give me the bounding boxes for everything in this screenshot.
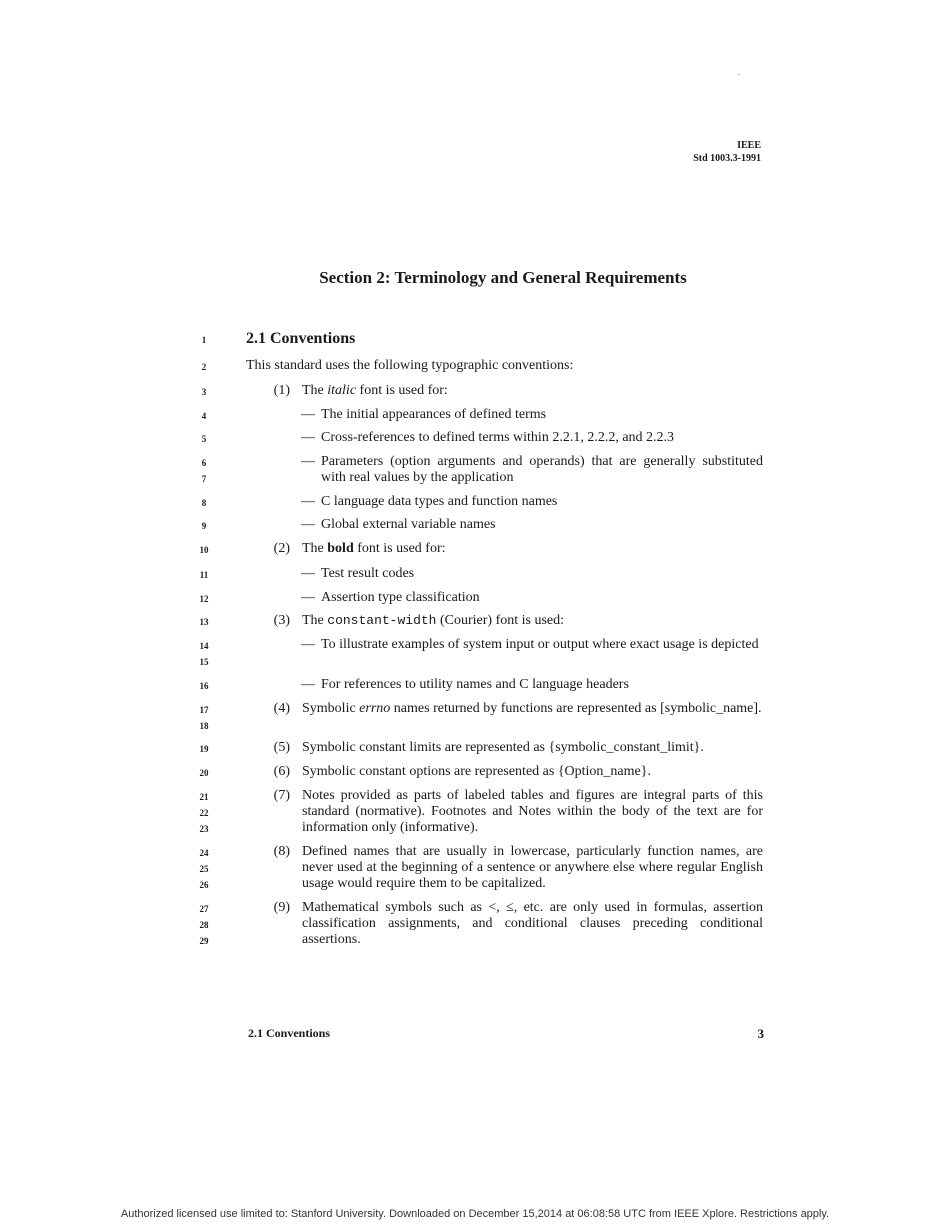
line-number: 11 — [199, 570, 209, 580]
line-number: 24 — [199, 848, 209, 858]
convention-item-1: The italic font is used for: — [302, 383, 448, 398]
line-number: 27 — [199, 904, 209, 914]
section-number: 2.1 — [246, 330, 266, 347]
convention-item-4: Symbolic errno names returned by functions are represented as [symbolic_name]. — [302, 701, 762, 716]
item-number: (7) — [273, 788, 290, 803]
line-number: 23 — [199, 824, 209, 834]
constant-width-example: constant-width — [327, 613, 437, 628]
line-number: 19 — [199, 744, 209, 754]
sub-item: To illustrate examples of system input or output where exact usage is depicted — [321, 637, 759, 652]
dash-bullet: — — [301, 407, 315, 422]
convention-item-9: Mathematical symbols such as <, ≤, etc. are only used in formulas, assertion classification assignments, and conditional clauses preceding conditional assertions. — [302, 900, 763, 947]
italic-example: italic — [327, 383, 357, 398]
line-number: 13 — [199, 617, 209, 627]
item-number: (2) — [273, 541, 290, 556]
page-number: 3 — [757, 1026, 764, 1041]
line-number: 18 — [199, 721, 209, 731]
sub-item: Parameters (option arguments and operands) that are generally substituted with real values by the application — [321, 454, 763, 485]
sub-item: Global external variable names — [321, 517, 496, 532]
convention-item-7: Notes provided as parts of labeled tables and figures are integral parts of this standard (normative). Footnotes and Notes within the body of the text are for information only (informative). — [302, 788, 763, 835]
italic-errno: errno — [359, 701, 391, 716]
line-number: 22 — [199, 808, 209, 818]
item-number: (1) — [273, 383, 290, 398]
section-heading — [246, 330, 355, 348]
section-name: Conventions — [270, 330, 356, 347]
convention-item-3: The constant-width (Courier) font is used: — [302, 613, 565, 628]
scan-speck — [738, 74, 740, 75]
line-number: 6 — [201, 458, 207, 468]
item-number: (9) — [273, 900, 290, 915]
item-number: (8) — [273, 844, 290, 859]
line-number: 5 — [201, 434, 207, 444]
section-title: Section 2: Terminology and General Requirements — [319, 268, 687, 287]
item-number: (5) — [273, 740, 290, 755]
convention-item-8: Defined names that are usually in lowercase, particularly function names, are never used at the beginning of a sentence or anywhere else where regular English usage would require them to be capitalized. — [302, 844, 763, 891]
item-number: (3) — [273, 613, 290, 628]
sub-item: Cross-references to defined terms within 2.2.1, 2.2.2, and 2.2.3 — [321, 430, 675, 445]
line-number: 29 — [199, 936, 209, 946]
header-org: IEEE — [737, 140, 761, 151]
item-number: (4) — [273, 701, 290, 716]
dash-bullet: — — [301, 566, 315, 581]
dash-bullet: — — [301, 494, 315, 509]
sub-item: C language data types and function names — [321, 494, 558, 509]
footer-section: 2.1 Conventions — [248, 1026, 331, 1040]
line-number: 14 — [199, 641, 209, 651]
line-number: 15 — [199, 657, 209, 667]
sub-item: For references to utility names and C language headers — [321, 677, 629, 692]
line-number: 8 — [201, 498, 207, 508]
dash-bullet: — — [301, 517, 315, 532]
dash-bullet: — — [301, 454, 315, 469]
dash-bullet: — — [301, 430, 315, 445]
line-number: 21 — [199, 792, 209, 802]
line-number: 3 — [201, 387, 207, 397]
line-number: 17 — [199, 705, 209, 715]
line-number: 9 — [201, 521, 207, 531]
convention-item-6: Symbolic constant options are represented as {Option_name}. — [302, 764, 651, 779]
dash-bullet: — — [301, 637, 315, 652]
line-number: 12 — [199, 594, 209, 604]
license-notice: Authorized licensed use limited to: Stanford University. Downloaded on December 15,2014 at 06:08:58 UTC from IEEE Xplore. Restrictions apply. — [120, 1208, 830, 1220]
line-number: 28 — [199, 920, 209, 930]
line-number: 25 — [199, 864, 209, 874]
line-number: 7 — [201, 474, 207, 484]
line-number: 26 — [199, 880, 209, 890]
sub-item: Test result codes — [321, 566, 415, 581]
convention-item-5: Symbolic constant limits are represented as {symbolic_constant_limit}. — [302, 740, 704, 755]
line-number: 2 — [201, 362, 207, 372]
bold-example: bold — [327, 541, 354, 556]
dash-bullet: — — [301, 590, 315, 605]
convention-item-2: The bold font is used for: — [302, 541, 446, 556]
sub-item: Assertion type classification — [321, 590, 480, 605]
dash-bullet: — — [301, 677, 315, 692]
intro-text: This standard uses the following typographic conventions: — [246, 358, 574, 373]
page-header — [693, 139, 761, 165]
line-number: 20 — [199, 768, 209, 778]
item-number: (6) — [273, 764, 290, 779]
line-number: 1 — [201, 335, 207, 345]
header-std: Std 1003.3-1991 — [693, 153, 761, 164]
line-number: 10 — [199, 545, 209, 555]
sub-item: The initial appearances of defined terms — [321, 407, 547, 422]
line-number: 16 — [199, 681, 209, 691]
line-number: 4 — [201, 411, 207, 421]
